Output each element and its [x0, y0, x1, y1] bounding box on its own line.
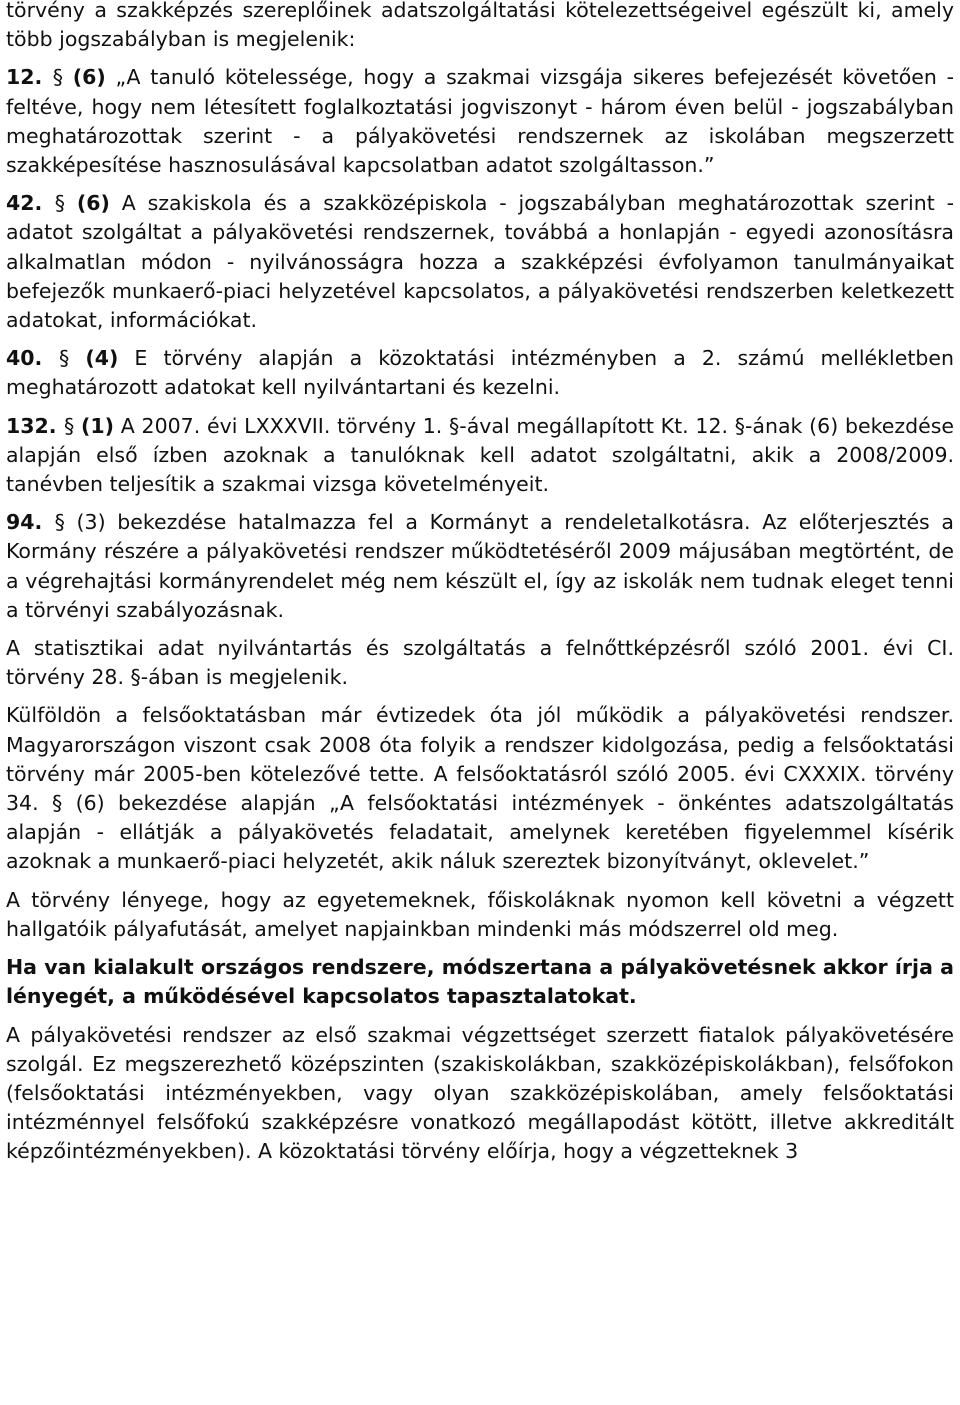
subsection-number: (1) — [80, 413, 114, 438]
text-run: A statisztikai adat nyilvántartás és szolgáltatás a felnőttképzésről szóló 2001. évi CI. törvény 28. §-ában is megjelenik. — [6, 636, 954, 690]
text-run: törvény a szakképzés szereplőinek adatszolgáltatási kötelezettségeivel egészült ki, amely több jogszabályban is megjelenik: — [6, 0, 954, 52]
paragraph-law-essence — [6, 886, 954, 944]
paragraph-adult-education — [6, 634, 954, 692]
section-sign: § — [54, 191, 77, 216]
paragraph-higher-education — [6, 701, 954, 876]
text-run: A 2007. évi LXXXVII. törvény 1. §-ával megállapított Kt. 12. §-ának (6) bekezdése alapján első ízben azoknak a tanulóknak kell adatot szolgáltatni, akik a 2008/2009. tanévben teljesítik a szakmai vizsga követelményeit. — [6, 413, 955, 497]
section-number: 12. — [6, 65, 53, 90]
text-run: „A tanuló kötelessége, hogy a szakmai vizsgája sikeres befejezését követően - feltéve, hogy nem létesített foglalkoztatási jogviszonyt - három éven belül - jogszabályban meghatározottak szerint - a pályakövetési rendszernek az iskolában megszerzett szakképesítése hasznosulásával kapcsolatban adatot szolgáltasson.” — [6, 65, 954, 178]
paragraph-intro — [6, 0, 954, 54]
subsection-number: (6) — [76, 191, 110, 216]
text-run: A szakiskola és a szakközépiskola - jogszabályban meghatározottak szerint - adatot szolgáltat a pályakövetési rendszernek, továbbá a honlapján - egyedi azonosításra alkalmatlan módon - nyilvánosságra hozza a szakképzési évfolyamon tanulmányaikat befejezők munkaerő-piaci helyzetével kapcsolatos, a pályakövetési rendszerben keletkezett adatokat, információkat. — [6, 191, 954, 333]
section-sign: § — [59, 346, 86, 371]
text-run: § (3) bekezdése hatalmazza fel a Kormányt a rendeletalkotásra. Az előterjesztés a Kormány részére a pályakövetési rendszer működtetéséről 2009 májusában megtörtént, de a végrehajtási kormányrendelet még nem készült el, így az iskolák nem tudnak eleget tenni a törvényi szabályozásnak. — [6, 510, 954, 622]
paragraph-section-94 — [6, 508, 954, 625]
paragraph-section-132 — [6, 412, 954, 500]
section-sign: § — [52, 65, 73, 90]
section-sign: § — [63, 413, 81, 438]
subsection-number: (4) — [85, 346, 119, 371]
paragraph-question-heading — [6, 953, 954, 1011]
text-run: Külföldön a felsőoktatásban már évtizedek óta jól működik a pályakövetési rendszer. Magyarországon viszont csak 2008 óta folyik a rendszer kidolgozása, pedig a felsőoktatási törvény már 2005-ben kötelezővé tette. A felsőoktatásról szóló 2005. évi CXXXIX. törvény 34. § (6) bekezdése alapján „A felsőoktatási intézmények - önkéntes adatszolgáltatás alapján - ellátják a pályakövetés feladatait, amelynek keretében figyelemmel kísérik azoknak a munkaerő-piaci helyzetét, akik náluk szereztek bizonyítványt, oklevelet.” — [6, 703, 954, 874]
text-run: A pályakövetési rendszer az első szakmai végzettséget szerzett fiatalok pályakövetésére szolgál. Ez megszerezhető középszinten (szakiskolákban, szakközépiskolákban), felsőfokon (felsőoktatási intézményekben, vagy olyan szakközépiskolában, amely felsőoktatási intézménnyel felsőfokú szakképzésre vonatkozó megállapodást kötött, illetve akkreditált képzőintézményekben). A közoktatási törvény előírja, hogy a végzetteknek 3 — [6, 1022, 954, 1164]
section-number: 94. — [6, 510, 55, 535]
paragraph-section-12 — [6, 63, 954, 180]
subsection-number: (6) — [72, 65, 106, 90]
paragraph-section-42 — [6, 189, 954, 335]
question-text: Ha van kialakult országos rendszere, módszertana a pályakövetésnek akkor írja a lényegét, a működésével kapcsolatos tapasztalatokat. — [6, 955, 954, 1009]
section-number: 42. — [6, 191, 55, 216]
text-run: E törvény alapján a közoktatási intézményben a 2. számú mellékletben meghatározott adatokat kell nyilvántartani és kezelni. — [6, 346, 954, 400]
text-run: A törvény lényege, hogy az egyetemeknek, főiskoláknak nyomon kell követni a végzett hallgatóik pályafutását, amelyet napjainkban mindenki más módszerrel old meg. — [6, 887, 954, 941]
section-number: 40. — [6, 346, 60, 371]
paragraph-career-tracking — [6, 1021, 954, 1167]
section-number: 132. — [6, 413, 64, 438]
paragraph-section-40 — [6, 344, 954, 402]
